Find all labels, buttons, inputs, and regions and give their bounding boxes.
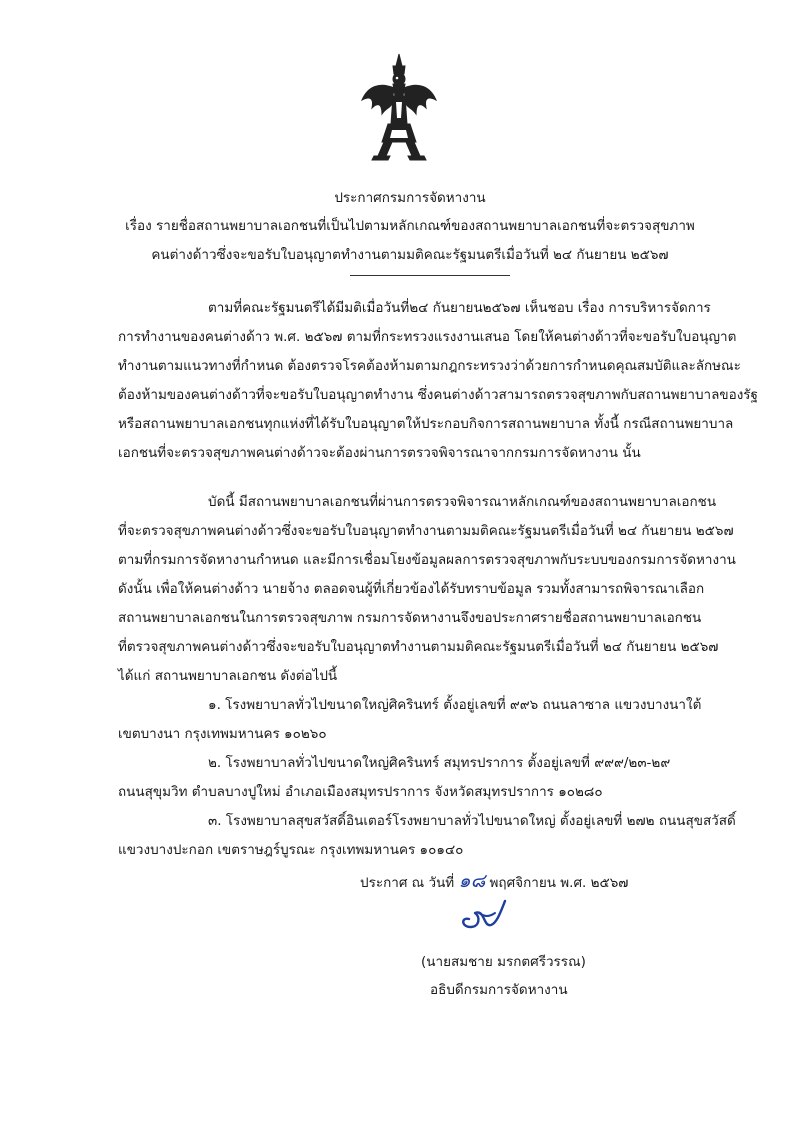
- paragraph2-line: ตามที่กรมการจัดหางานกำหนด และมีการเชื่อมโยงข้อมูลผลการตรวจสุขภาพกับระบบของกรมการจัดหางาน: [118, 552, 736, 568]
- signer-name: (นายสมชาย มรกตศรีวรรณ): [421, 954, 586, 970]
- paragraph2-line: ได้แก่ สถานพยาบาลเอกชน ดังต่อไปนี้: [118, 668, 338, 684]
- hospital-item-1-line2: เขตบางนา กรุงเทพมหานคร ๑๐๒๖๐: [118, 726, 327, 742]
- signer-title: อธิบดีกรมการจัดหางาน: [430, 982, 568, 998]
- paragraph2-line: ที่ตรวจสุขภาพคนต่างด้าวซึ่งจะขอรับใบอนุญาตทำงานตามมติคณะรัฐมนตรีเมื่อวันที่ ๒๔ กันยายน ๒๕๖๗: [118, 639, 719, 655]
- paragraph1-line: การทำงานของคนต่างด้าว พ.ศ. ๒๕๖๗ ตามที่กระทรวงแรงงานเสนอ โดยให้คนต่างด้าวที่จะขอรับใบอนุญาต: [118, 329, 737, 345]
- paragraph1-line: หรือสถานพยาบาลเอกชนทุกแห่งที่ได้รับใบอนุญาตให้ประกอบกิจการสถานพยาบาล ทั้งนี้ กรณีสถานพยาบาล: [118, 416, 734, 432]
- date-suffix: พฤศจิกายน พ.ศ. ๒๕๖๗: [489, 875, 629, 891]
- hospital-item-1-line1: ๑. โรงพยาบาลทั่วไปขนาดใหญ่ศิครินทร์ ตั้งอยู่เลขที่ ๙๙๖ ถนนลาซาล แขวงบางนาใต้: [208, 697, 702, 713]
- paragraph2-line: ที่จะตรวจสุขภาพคนต่างด้าวซึ่งจะขอรับใบอนุญาตทำงานตามมติคณะรัฐมนตรีเมื่อวันที่ ๒๔ กันยายน ๒๕๖๗: [118, 523, 734, 539]
- heading-divider: [350, 275, 510, 276]
- subject-line-1: เรื่อง รายชื่อสถานพยาบาลเอกชนที่เป็นไปตามหลักเกณฑ์ของสถานพยาบาลเอกชนที่จะตรวจสุขภาพ: [125, 218, 695, 234]
- hospital-item-3-line1: ๓. โรงพยาบาลสุขสวัสดิ์อินเตอร์โรงพยาบาลทั่วไปขนาดใหญ่ ตั้งอยู่เลขที่ ๒๗๒ ถนนสุขสวัสดิ์: [208, 813, 736, 829]
- paragraph2-line: บัดนี้ มีสถานพยาบาลเอกชนที่ผ่านการตรวจพิจารณาหลักเกณฑ์ของสถานพยาบาลเอกชน: [208, 494, 717, 510]
- signature-icon: [455, 895, 515, 935]
- paragraph2-line: สถานพยาบาลเอกชนในการตรวจสุขภาพ กรมการจัดหางานจึงขอประกาศรายชื่อสถานพยาบาลเอกชน: [118, 610, 702, 626]
- hospital-item-2-line1: ๒. โรงพยาบาลทั่วไปขนาดใหญ่ศิครินทร์ สมุทรปราการ ตั้งอยู่เลขที่ ๙๙๙/๒๓-๒๙: [208, 755, 671, 771]
- agency-heading: ประกาศกรมการจัดหางาน: [334, 190, 486, 206]
- subject-line-2: คนต่างด้าวซึ่งจะขอรับใบอนุญาตทำงานตามมติคณะรัฐมนตรีเมื่อวันที่ ๒๔ กันยายน ๒๕๖๗: [151, 247, 669, 263]
- garuda-emblem-icon: [360, 52, 438, 162]
- paragraph1-line: ทำงานตามแนวทางที่กำหนด ต้องตรวจโรคต้องห้ามตามกฎกระทรวงว่าด้วยการกำหนดคุณสมบัติและลักษณะ: [118, 358, 741, 374]
- hospital-item-3-line2: แขวงบางปะกอก เขตราษฎร์บูรณะ กรุงเทพมหานคร ๑๐๑๔๐: [118, 842, 464, 858]
- paragraph1-line: ต้องห้ามของคนต่างด้าวที่จะขอรับใบอนุญาตทำงาน ซึ่งคนต่างด้าวสามารถตรวจสุขภาพกับสถานพยาบาลของรัฐ: [118, 387, 759, 403]
- paragraph1-line: เอกชนที่จะตรวจสุขภาพคนต่างด้าวจะต้องผ่านการตรวจพิจารณาจากกรมการจัดหางาน นั้น: [118, 445, 641, 461]
- paragraph2-line: ดังนั้น เพื่อให้คนต่างด้าว นายจ้าง ตลอดจนผู้ที่เกี่ยวข้องได้รับทราบข้อมูล รวมทั้งสามารถพิจารณาเลือก: [118, 581, 705, 597]
- hospital-item-2-line2: ถนนสุขุมวิท ตำบลบางปูใหม่ อำเภอเมืองสมุทรปราการ จังหวัดสมุทรปราการ ๑๐๒๘๐: [118, 784, 603, 800]
- date-prefix: ประกาศ ณ วันที่: [360, 875, 455, 891]
- paragraph1-line: ตามที่คณะรัฐมนตรีได้มีมติเมื่อวันที่๒๔ กันยายน๒๕๖๗ เห็นชอบ เรื่อง การบริหารจัดการ: [208, 300, 711, 316]
- announcement-date: [360, 866, 628, 896]
- date-day: ๑๘: [458, 870, 486, 892]
